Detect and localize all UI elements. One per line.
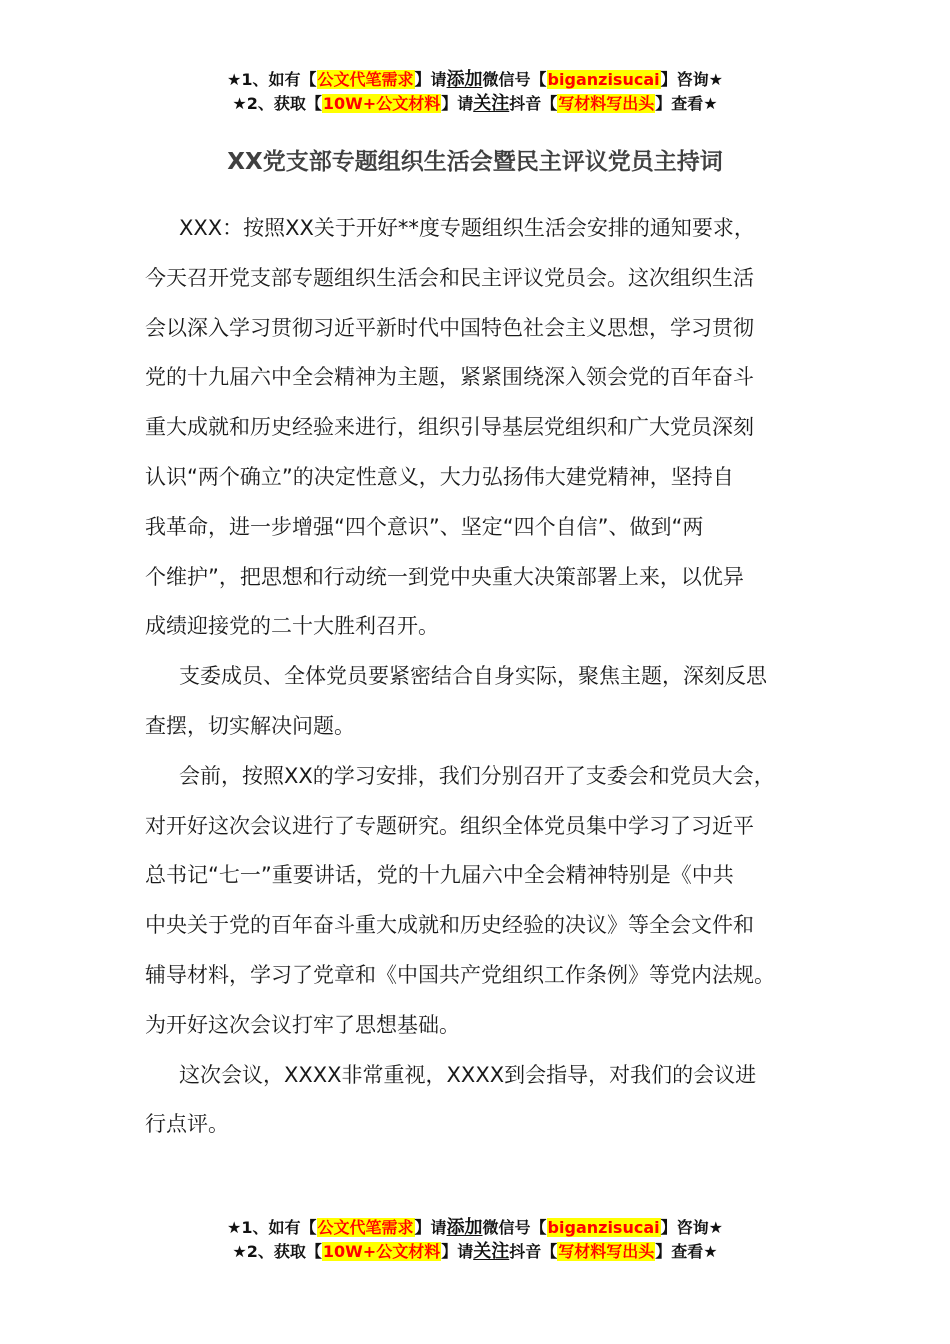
paragraph-line: 对开好这次会议进行了专题研究。组织全体党员集中学习了习近平 <box>145 813 754 838</box>
banner-line-2 <box>0 92 950 116</box>
banner-highlight: 公文代笔需求 <box>317 1218 414 1237</box>
banner-text: 抖音【 <box>509 1242 558 1261</box>
banner-text: 微信号【 <box>482 1218 547 1237</box>
banner-text: 】请 <box>441 94 474 113</box>
paragraph-line: 中央关于党的百年奋斗重大成就和历史经验的决议》等全会文件和 <box>145 913 754 938</box>
banner-text: ★1、如有【 <box>227 1218 317 1237</box>
banner-text: 】咨询★ <box>660 1218 723 1237</box>
paragraph-line: 查摆，切实解决问题。 <box>145 713 355 738</box>
paragraph-line: 党的十九届六中全会精神为主题，紧紧围绕深入领会党的百年奋斗 <box>145 365 754 390</box>
banner-text: 】查看★ <box>655 1242 718 1261</box>
banner-highlight: biganzisucai <box>547 1218 660 1237</box>
banner-highlight: 10W+公文材料 <box>322 1242 441 1261</box>
banner-emphasis: 关注 <box>473 93 510 114</box>
paragraph-line: 为开好这次会议打牢了思想基础。 <box>145 1012 460 1037</box>
banner-text: ★2、获取【 <box>232 1242 322 1261</box>
paragraph-line: 辅导材料，学习了党章和《中国共产党组织工作条例》等党内法规。 <box>145 962 775 987</box>
banner-highlight: 公文代笔需求 <box>317 70 414 89</box>
banner-line-1 <box>0 1216 950 1240</box>
paragraph-line: 今天召开党支部专题组织生活会和民主评议党员会。这次组织生活 <box>145 265 754 290</box>
banner-text: 】请 <box>414 1218 447 1237</box>
paragraph-line: 支委成员、全体党员要紧密结合自身实际，聚焦主题，深刻反思 <box>179 664 767 689</box>
banner-emphasis: 添加 <box>446 69 483 90</box>
paragraph-line: 行点评。 <box>145 1112 229 1137</box>
paragraph-line: 我革命，进一步增强“四个意识”、坚定“四个自信”、做到“两 <box>145 514 704 539</box>
paragraph-line: 这次会议，XXXX非常重视，XXXX到会指导，对我们的会议进 <box>179 1062 757 1087</box>
banner-text: 】咨询★ <box>660 70 723 89</box>
banner-highlight: 写材料写出头 <box>558 1242 655 1261</box>
banner-text: 微信号【 <box>482 70 547 89</box>
document-title: XX党支部专题组织生活会暨民主评议党员主持词 <box>227 149 723 175</box>
banner-text: 】查看★ <box>655 94 718 113</box>
top-banner <box>0 68 950 116</box>
paragraph-line: 个维护”，把思想和行动统一到党中央重大决策部署上来，以优异 <box>145 564 744 589</box>
banner-text: ★1、如有【 <box>227 70 317 89</box>
banner-highlight: 写材料写出头 <box>558 94 655 113</box>
paragraph-line: 会前，按照XX的学习安排，我们分别召开了支委会和党员大会， <box>179 763 775 788</box>
banner-highlight: biganzisucai <box>547 70 660 89</box>
paragraph-line: XXX：按照XX关于开好**度专题组织生活会安排的通知要求， <box>179 216 755 240</box>
banner-line-1 <box>0 68 950 92</box>
banner-emphasis: 添加 <box>446 1217 483 1238</box>
paragraph-line: 会以深入学习贯彻习近平新时代中国特色社会主义思想，学习贯彻 <box>145 315 754 340</box>
banner-emphasis: 关注 <box>473 1241 510 1262</box>
banner-text: 】请 <box>441 1242 474 1261</box>
banner-highlight: 10W+公文材料 <box>322 94 441 113</box>
bottom-banner <box>0 1216 950 1264</box>
document-body <box>145 204 820 1150</box>
paragraph-line: 认识“两个确立”的决定性意义，大力弘扬伟大建党精神，坚持自 <box>145 464 734 489</box>
paragraph-line: 总书记“七一”重要讲话，党的十九届六中全会精神特别是《中共 <box>145 863 734 888</box>
paragraph-line: 成绩迎接党的二十大胜利召开。 <box>145 614 439 639</box>
banner-text: ★2、获取【 <box>232 94 322 113</box>
paragraph-line: 重大成就和历史经验来进行，组织引导基层党组织和广大党员深刻 <box>145 415 754 440</box>
banner-text: 抖音【 <box>509 94 558 113</box>
banner-line-2 <box>0 1240 950 1264</box>
banner-text: 】请 <box>414 70 447 89</box>
